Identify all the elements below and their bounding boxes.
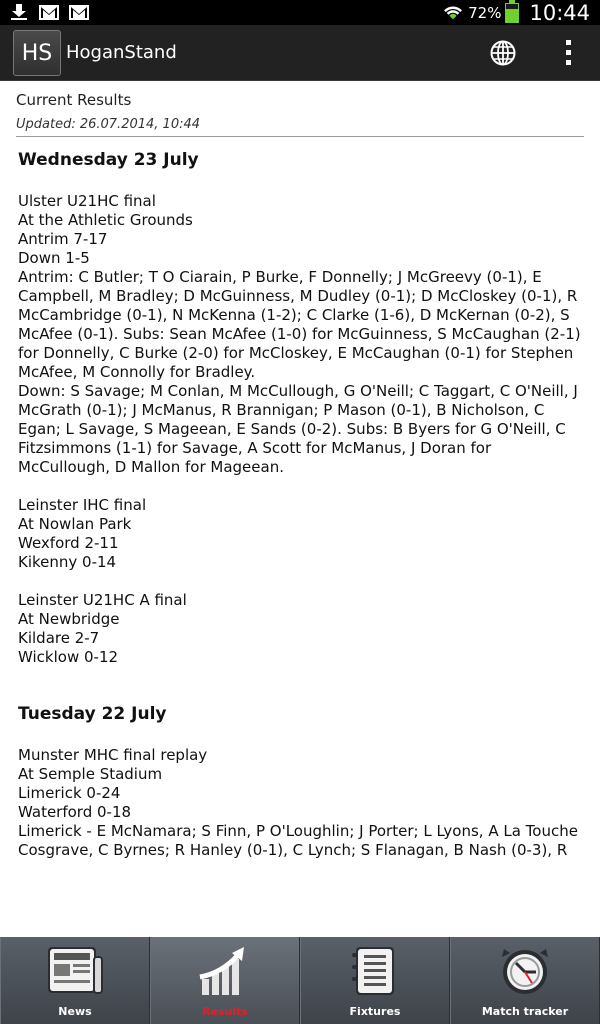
nav-news[interactable] [0, 937, 150, 1024]
day-heading: Tuesday 22 July [18, 704, 167, 724]
match-venue: At the Athletic Grounds [18, 211, 193, 229]
match-title: Leinster IHC final [18, 496, 147, 514]
gmail-icon [68, 3, 90, 21]
chart-up-icon [194, 943, 256, 999]
match-venue: At Nowlan Park [18, 515, 132, 533]
nav-results[interactable] [150, 937, 300, 1024]
match-score: Wexford 2-11 [18, 534, 119, 552]
status-bar [0, 0, 600, 25]
results-list [18, 145, 582, 879]
match-title: Leinster U21HC A final [18, 591, 187, 609]
updated-timestamp: Updated: 26.07.2014, 10:44 [16, 117, 201, 132]
bottom-navigation [0, 937, 600, 1024]
nav-news-label: News [58, 1005, 92, 1018]
globe-icon[interactable] [489, 39, 517, 67]
match-venue: At Semple Stadium [18, 765, 163, 783]
results-content[interactable] [0, 81, 600, 937]
nav-fixtures-label: Fixtures [349, 1005, 401, 1018]
notification-icons [8, 3, 90, 21]
match-score: Wicklow 0-12 [18, 648, 119, 666]
match-result [18, 496, 582, 572]
match-title: Munster MHC final replay [18, 746, 208, 764]
match-score: Antrim 7-17 [18, 230, 108, 248]
match-result [18, 591, 582, 667]
gmail-icon [38, 3, 60, 21]
action-bar [0, 25, 600, 81]
clock: 10:44 [529, 0, 590, 25]
wifi-icon [442, 4, 464, 22]
match-score: Waterford 0-18 [18, 803, 132, 821]
battery-icon [505, 3, 519, 23]
nav-match-tracker[interactable] [450, 937, 600, 1024]
nav-results-label: Results [202, 1005, 248, 1018]
page-title: Current Results [16, 91, 132, 109]
match-venue: At Newbridge [18, 610, 120, 628]
team-lineup: Limerick - E McNamara; S Finn, P O'Loughlin; J Porter; L Lyons, A La Touche Cosgrave, C Byrnes; R Hanley (0-1), C Lynch; S Flanagan, B Nash (0-3), R [18, 822, 578, 859]
nav-match-tracker-label: Match tracker [481, 1005, 569, 1018]
list-document-icon [344, 943, 406, 999]
day-heading: Wednesday 23 July [18, 150, 199, 170]
match-score: Down 1-5 [18, 249, 90, 267]
match-score: Kikenny 0-14 [18, 553, 117, 571]
match-title: Ulster U21HC final [18, 192, 156, 210]
system-icons [442, 0, 590, 25]
newspaper-icon [44, 943, 106, 999]
app-logo[interactable]: HS [13, 30, 61, 76]
nav-fixtures[interactable] [300, 937, 450, 1024]
battery-percent: 72% [468, 3, 502, 22]
team-lineup: Antrim: C Butler; T O Ciarain, P Burke, F Donnelly; J McGreevy (0-1), E Campbell, M Bradley; D McGuinness, M Dudley (0-1); D McCloskey (0-1), R McCambridge (0-1), N McKenna (1-2); C Clarke (1-6), D McKernan (0-2), S McAfee (0-1). Subs: Sean McAfee (1-0) for McGuinness, S McCaughan (2-1) for Donnelly, C Burke (2-0) for McCloskey, E McCaughan (0-1) for Stephen McAfee, M Connolly for Bradley. [18, 268, 581, 381]
match-result [18, 746, 582, 860]
battery-level [506, 9, 518, 22]
stopwatch-icon [494, 943, 556, 999]
match-result [18, 192, 582, 477]
team-lineup: Down: S Savage; M Conlan, M McCullough, G O'Neill; C Taggart, C O'Neill, J McGrath (0-1); J McManus, R Brannigan; P Mason (0-1), B Nicholson, C Egan; L Savage, S Mageean, E Sands (0-2). Subs: B Byers for G O'Neill, C Fitzsimmons (1-1) for Savage, A Scott for McManus, J Doran for McCullough, D Mallon for Mageean. [18, 382, 578, 476]
divider [16, 136, 584, 137]
app-title: HoganStand [66, 42, 177, 63]
download-icon [8, 3, 30, 21]
match-score: Limerick 0-24 [18, 784, 121, 802]
match-score: Kildare 2-7 [18, 629, 100, 647]
overflow-menu-icon[interactable] [560, 38, 576, 68]
